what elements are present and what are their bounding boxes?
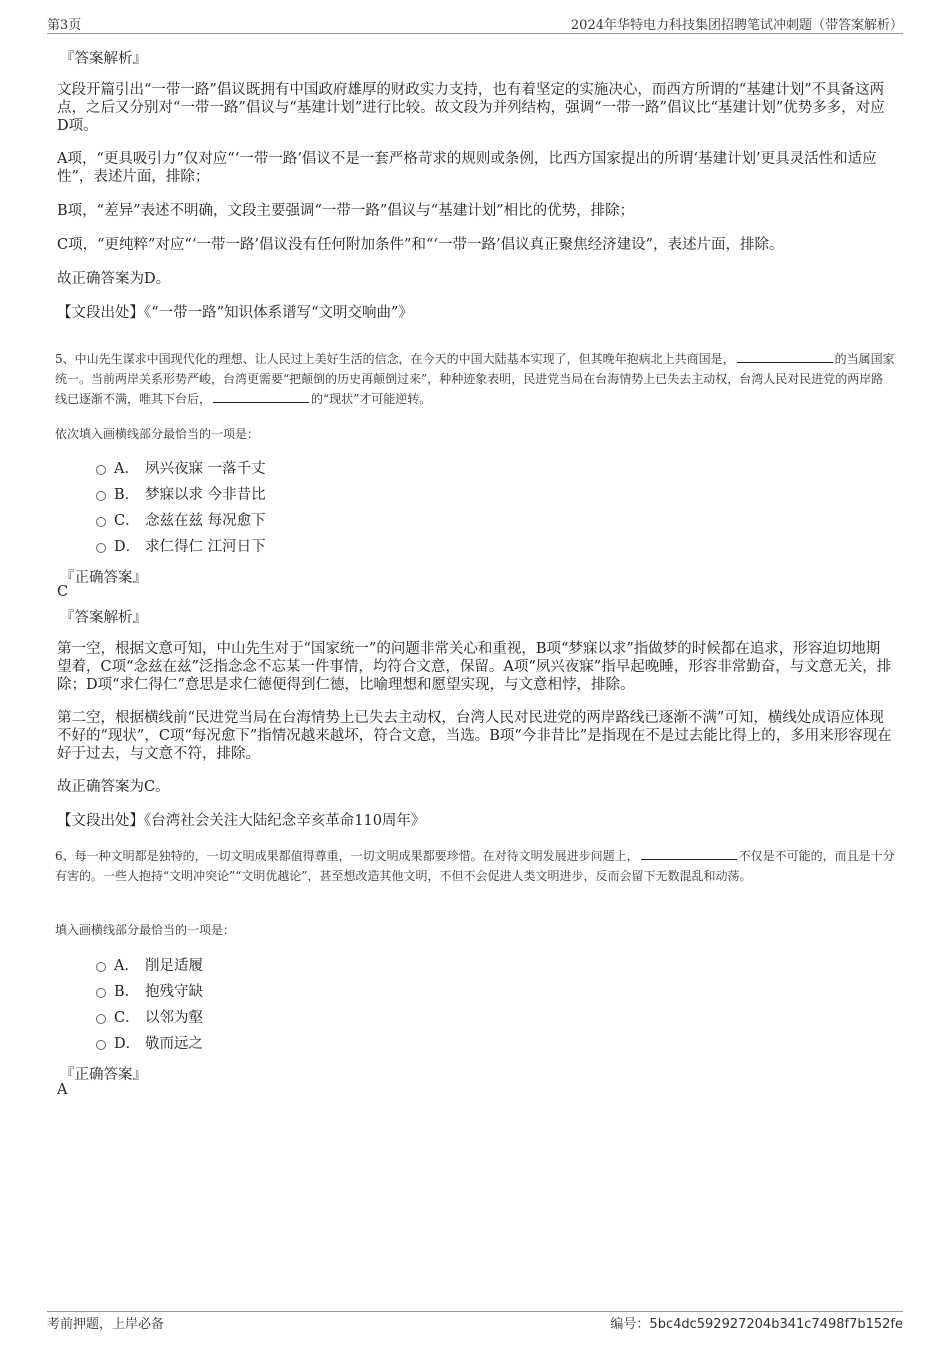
q5-analysis-p1: 第一空，根据文意可知，中山先生对于“国家统一”的问题非常关心和重视，B项“梦寐以求”指做梦的时候都在追求，形容迫切地期望着，C项“念兹在兹”泛指念念不忘某一件事情，均符合文意，保留。A项“夙兴夜寐”指早起晚睡，形容非常勤奋，与文意无关，排除；D项“求仁得仁”意思是求仁德便得到仁德，比喻理想和愿望实现，与文意相悖，排除。 bbox=[57, 641, 892, 693]
q5-blank-2 bbox=[213, 389, 309, 403]
q4-analysis-label: 『答案解析』 bbox=[60, 51, 147, 67]
footer-slogan: 考前押题，上岸必备 bbox=[47, 1317, 165, 1332]
q5-blank-1 bbox=[737, 349, 833, 363]
q4-analysis-p3: B项，“差异”表述不明确，文段主要强调“一带一路”倡议与“基建计划”相比的优势，排除； bbox=[57, 203, 635, 219]
q5-answer: C bbox=[57, 584, 69, 600]
radio-icon[interactable] bbox=[96, 517, 106, 527]
q4-analysis-p4: C项，“更纯粹”对应“‘一带一路’倡议没有任何附加条件”和“‘一带一路’倡议真正聚焦经济建设”，表述片面，排除。 bbox=[57, 237, 784, 253]
footer-divider bbox=[47, 1311, 903, 1312]
radio-icon[interactable] bbox=[96, 1014, 106, 1024]
q5-analysis-p2: 第二空，根据横线前“民进党当局在台海情势上已失去主动权，台湾人民对民进党的两岸路线已逐渐不满”可知，横线处成语应体现不好的“现状”，C项“每况愈下”指情况越来越坏，符合文意，当选。B项“今非昔比”是指现在不是过去能比得上的，多用来形容现在好于过去，与文意不符，排除。 bbox=[57, 710, 892, 762]
q5-source: 【文段出处】《台湾社会关注大陆纪念辛亥革命110周年》 bbox=[57, 813, 426, 829]
radio-icon[interactable] bbox=[96, 988, 106, 998]
q6-blank bbox=[641, 846, 737, 860]
radio-icon[interactable] bbox=[96, 962, 106, 972]
radio-icon[interactable] bbox=[96, 465, 106, 475]
radio-icon[interactable] bbox=[96, 1040, 106, 1050]
q4-answer-conclusion: 故正确答案为D。 bbox=[57, 271, 171, 287]
page-footer bbox=[47, 1313, 903, 1333]
q4-analysis-p2: A项，“更具吸引力”仅对应“‘一带一路’倡议不是一套严格苛求的规则或条例，比西方国家提出的所谓‘基建计划’更具灵活性和适应性”，表述片面，排除； bbox=[57, 151, 877, 185]
q6-stem: 6、每一种文明都是独特的，一切文明成果都值得尊重，一切文明成果都要珍惜。在对待文明发展进步问题上， 不仅是不可能的，而且是十分有害的。一些人抱持“文明冲突论”“文明优越论”，甚至想改造其他文明，不但不会促进人类文明进步，反而会留下无数混乱和动荡。 bbox=[55, 846, 895, 886]
radio-icon[interactable] bbox=[96, 491, 106, 501]
q5-answer-conclusion: 故正确答案为C。 bbox=[57, 779, 170, 795]
q6-prompt: 填入画横线部分最恰当的一项是： bbox=[55, 923, 236, 937]
q4-analysis-p1: 文段开篇引出“一带一路”倡议既拥有中国政府雄厚的财政实力支持，也有着坚定的实施决心，而西方所谓的“基建计划”不具备这两点，之后又分别对“一带一路”倡议与“基建计划”进行比较。故文段为并列结构，强调“一带一路”倡议比“基建计划”优势多多，对应D项。 bbox=[57, 82, 885, 134]
q4-source: 【文段出处】《“一带一路”知识体系谱写“文明交响曲”》 bbox=[57, 305, 413, 321]
q5-prompt: 依次填入画横线部分最恰当的一项是： bbox=[55, 427, 260, 441]
q5-analysis-label: 『答案解析』 bbox=[60, 610, 147, 626]
q5-answer-label: 『正确答案』 bbox=[60, 570, 147, 586]
document-title: 2024年华特电力科技集团招聘笔试冲刺题（带答案解析） bbox=[570, 18, 903, 33]
header-divider bbox=[47, 33, 903, 34]
document-code: 编号：5bc4dc592927204b341c7498f7b152fe bbox=[610, 1317, 903, 1332]
radio-icon[interactable] bbox=[96, 543, 106, 553]
page-number: 第3页 bbox=[47, 18, 82, 33]
q6-answer: A bbox=[57, 1082, 68, 1098]
q5-stem: 5、中山先生谋求中国现代化的理想、让人民过上美好生活的信念，在今天的中国大陆基本实现了，但其晚年抱病北上共商国是， 的当属国家统一。当前两岸关系形势严峻，台湾更需要“把颠倒的历史再颠倒过来”，种种迹象表明，民进党当局在台海情势上已失去主动权，台湾人民对民进党的两岸路线已逐渐不满，唯其下台后， 的“现状”才可能逆转。 bbox=[55, 349, 895, 409]
page-header bbox=[47, 14, 903, 34]
q6-answer-label: 『正确答案』 bbox=[60, 1067, 147, 1083]
